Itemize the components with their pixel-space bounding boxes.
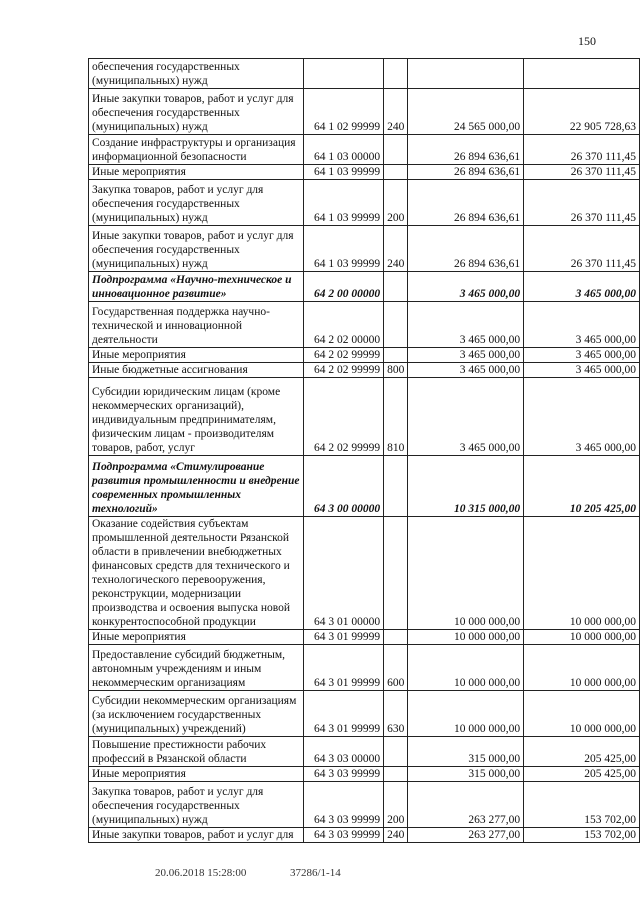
row-expense-type-cell: 630 — [384, 691, 408, 737]
row-amount-actual-cell: 205 425,00 — [524, 737, 640, 767]
row-amount-actual-cell: 3 465 000,00 — [524, 272, 640, 302]
row-expense-type-cell — [384, 630, 408, 645]
row-name-cell: Иные мероприятия — [89, 630, 304, 645]
row-expense-type-cell — [384, 767, 408, 782]
row-expense-type-cell — [384, 348, 408, 363]
row-name-cell: обеспечения государственных (муниципальных) нужд — [89, 59, 304, 89]
row-expense-type-cell — [384, 59, 408, 89]
row-amount-actual-cell — [524, 59, 640, 89]
row-amount-plan-cell: 10 000 000,00 — [408, 630, 524, 645]
table-row — [89, 135, 640, 165]
row-amount-actual-cell: 26 370 111,45 — [524, 226, 640, 272]
row-amount-plan-cell: 3 465 000,00 — [408, 302, 524, 348]
row-expense-type-cell: 600 — [384, 645, 408, 691]
row-code-cell: 64 1 02 99999 — [304, 89, 384, 135]
row-expense-type-cell: 240 — [384, 89, 408, 135]
table-row — [89, 59, 640, 89]
row-name-cell: Создание инфраструктуры и организация информационной безопасности — [89, 135, 304, 165]
row-amount-plan-cell: 24 565 000,00 — [408, 89, 524, 135]
table-row — [89, 517, 640, 630]
row-code-cell: 64 3 00 00000 — [304, 456, 384, 517]
row-expense-type-cell: 240 — [384, 226, 408, 272]
footer-datetime: 20.06.2018 15:28:00 — [155, 867, 247, 879]
table-row — [89, 348, 640, 363]
row-code-cell: 64 1 03 00000 — [304, 135, 384, 165]
row-amount-actual-cell: 205 425,00 — [524, 767, 640, 782]
row-name-cell: Оказание содействия субъектам промышленной деятельности Рязанской области в привлечении внебюджетных финансовых средств для технического и технологического перевооружения, реконструкции, модернизации производства и освоения выпуска новой конкурентоспособной продукции — [89, 517, 304, 630]
row-code-cell: 64 3 03 99999 — [304, 782, 384, 828]
row-code-cell: 64 3 01 00000 — [304, 517, 384, 630]
row-name-cell: Иные мероприятия — [89, 165, 304, 180]
row-name-cell: Субсидии некоммерческим организациям (за исключением государственных (муниципальных) учреждений) — [89, 691, 304, 737]
table-row — [89, 828, 640, 843]
row-amount-actual-cell: 3 465 000,00 — [524, 348, 640, 363]
row-expense-type-cell — [384, 302, 408, 348]
table-row — [89, 363, 640, 378]
row-amount-plan-cell — [408, 59, 524, 89]
table-row — [89, 302, 640, 348]
row-expense-type-cell: 810 — [384, 378, 408, 456]
row-code-cell: 64 1 03 99999 — [304, 165, 384, 180]
row-name-cell: Субсидии юридическим лицам (кроме некоммерческих организаций), индивидуальным предпринимателям, физическим лицам - производителям товаров, работ, услуг — [89, 378, 304, 456]
row-amount-plan-cell: 26 894 636,61 — [408, 180, 524, 226]
row-amount-actual-cell: 10 000 000,00 — [524, 517, 640, 630]
row-code-cell: 64 3 03 99999 — [304, 828, 384, 843]
row-amount-plan-cell: 26 894 636,61 — [408, 135, 524, 165]
row-amount-plan-cell: 263 277,00 — [408, 828, 524, 843]
table-row — [89, 180, 640, 226]
row-name-cell: Иные закупки товаров, работ и услуг для обеспечения государственных (муниципальных) нужд — [89, 226, 304, 272]
row-amount-plan-cell: 3 465 000,00 — [408, 363, 524, 378]
budget-table — [88, 58, 640, 843]
row-code-cell: 64 3 03 00000 — [304, 737, 384, 767]
row-expense-type-cell — [384, 272, 408, 302]
row-amount-actual-cell: 3 465 000,00 — [524, 378, 640, 456]
row-amount-actual-cell: 10 205 425,00 — [524, 456, 640, 517]
row-code-cell: 64 3 01 99999 — [304, 630, 384, 645]
table-row — [89, 645, 640, 691]
table-row — [89, 737, 640, 767]
table-row — [89, 272, 640, 302]
row-code-cell: 64 2 02 00000 — [304, 302, 384, 348]
row-amount-actual-cell: 153 702,00 — [524, 782, 640, 828]
row-code-cell: 64 2 00 00000 — [304, 272, 384, 302]
row-code-cell — [304, 59, 384, 89]
row-code-cell: 64 2 02 99999 — [304, 348, 384, 363]
row-expense-type-cell: 800 — [384, 363, 408, 378]
row-amount-plan-cell: 315 000,00 — [408, 767, 524, 782]
budget-table-body — [89, 59, 640, 843]
table-row — [89, 456, 640, 517]
row-code-cell: 64 1 03 99999 — [304, 226, 384, 272]
row-amount-actual-cell: 3 465 000,00 — [524, 302, 640, 348]
row-name-cell: Предоставление субсидий бюджетным, автономным учреждениям и иным некоммерческим организациям — [89, 645, 304, 691]
row-amount-plan-cell: 263 277,00 — [408, 782, 524, 828]
row-name-cell: Подпрограмма «Стимулирование развития промышленности и внедрение современных промышленных технологий» — [89, 456, 304, 517]
row-code-cell: 64 3 03 99999 — [304, 767, 384, 782]
row-amount-plan-cell: 10 315 000,00 — [408, 456, 524, 517]
row-expense-type-cell — [384, 135, 408, 165]
row-amount-plan-cell: 315 000,00 — [408, 737, 524, 767]
row-code-cell: 64 1 03 99999 — [304, 180, 384, 226]
row-code-cell: 64 3 01 99999 — [304, 645, 384, 691]
row-amount-plan-cell: 26 894 636,61 — [408, 165, 524, 180]
row-amount-plan-cell: 26 894 636,61 — [408, 226, 524, 272]
table-row — [89, 691, 640, 737]
row-amount-actual-cell: 10 000 000,00 — [524, 691, 640, 737]
row-amount-actual-cell: 3 465 000,00 — [524, 363, 640, 378]
table-row — [89, 782, 640, 828]
row-name-cell: Повышение престижности рабочих профессий в Рязанской области — [89, 737, 304, 767]
row-amount-actual-cell: 26 370 111,45 — [524, 135, 640, 165]
row-amount-actual-cell: 26 370 111,45 — [524, 180, 640, 226]
row-amount-plan-cell: 10 000 000,00 — [408, 517, 524, 630]
row-name-cell: Иные мероприятия — [89, 348, 304, 363]
row-name-cell: Иные закупки товаров, работ и услуг для обеспечения государственных (муниципальных) нужд — [89, 89, 304, 135]
table-row — [89, 226, 640, 272]
row-expense-type-cell: 200 — [384, 180, 408, 226]
row-expense-type-cell — [384, 737, 408, 767]
table-row — [89, 767, 640, 782]
row-expense-type-cell — [384, 165, 408, 180]
table-row — [89, 378, 640, 456]
row-expense-type-cell: 240 — [384, 828, 408, 843]
row-name-cell: Иные закупки товаров, работ и услуг для — [89, 828, 304, 843]
table-row — [89, 165, 640, 180]
row-code-cell: 64 2 02 99999 — [304, 378, 384, 456]
page-number: 150 — [578, 34, 596, 48]
row-name-cell: Иные мероприятия — [89, 767, 304, 782]
table-row — [89, 89, 640, 135]
row-amount-actual-cell: 10 000 000,00 — [524, 645, 640, 691]
row-amount-plan-cell: 3 465 000,00 — [408, 348, 524, 363]
row-code-cell: 64 3 01 99999 — [304, 691, 384, 737]
row-name-cell: Закупка товаров, работ и услуг для обеспечения государственных (муниципальных) нужд — [89, 782, 304, 828]
row-amount-plan-cell: 10 000 000,00 — [408, 691, 524, 737]
table-row — [89, 630, 640, 645]
row-code-cell: 64 2 02 99999 — [304, 363, 384, 378]
row-amount-plan-cell: 3 465 000,00 — [408, 272, 524, 302]
row-amount-actual-cell: 10 000 000,00 — [524, 630, 640, 645]
row-amount-actual-cell: 153 702,00 — [524, 828, 640, 843]
row-name-cell: Иные бюджетные ассигнования — [89, 363, 304, 378]
row-name-cell: Государственная поддержка научно-технической и инновационной деятельности — [89, 302, 304, 348]
row-amount-plan-cell: 3 465 000,00 — [408, 378, 524, 456]
row-amount-plan-cell: 10 000 000,00 — [408, 645, 524, 691]
row-expense-type-cell — [384, 456, 408, 517]
footer-doc-number: 37286/1-14 — [290, 867, 341, 879]
row-name-cell: Закупка товаров, работ и услуг для обеспечения государственных (муниципальных) нужд — [89, 180, 304, 226]
row-expense-type-cell: 200 — [384, 782, 408, 828]
row-name-cell: Подпрограмма «Научно-техническое и инновационное развитие» — [89, 272, 304, 302]
row-amount-actual-cell: 26 370 111,45 — [524, 165, 640, 180]
row-expense-type-cell — [384, 517, 408, 630]
row-amount-actual-cell: 22 905 728,63 — [524, 89, 640, 135]
